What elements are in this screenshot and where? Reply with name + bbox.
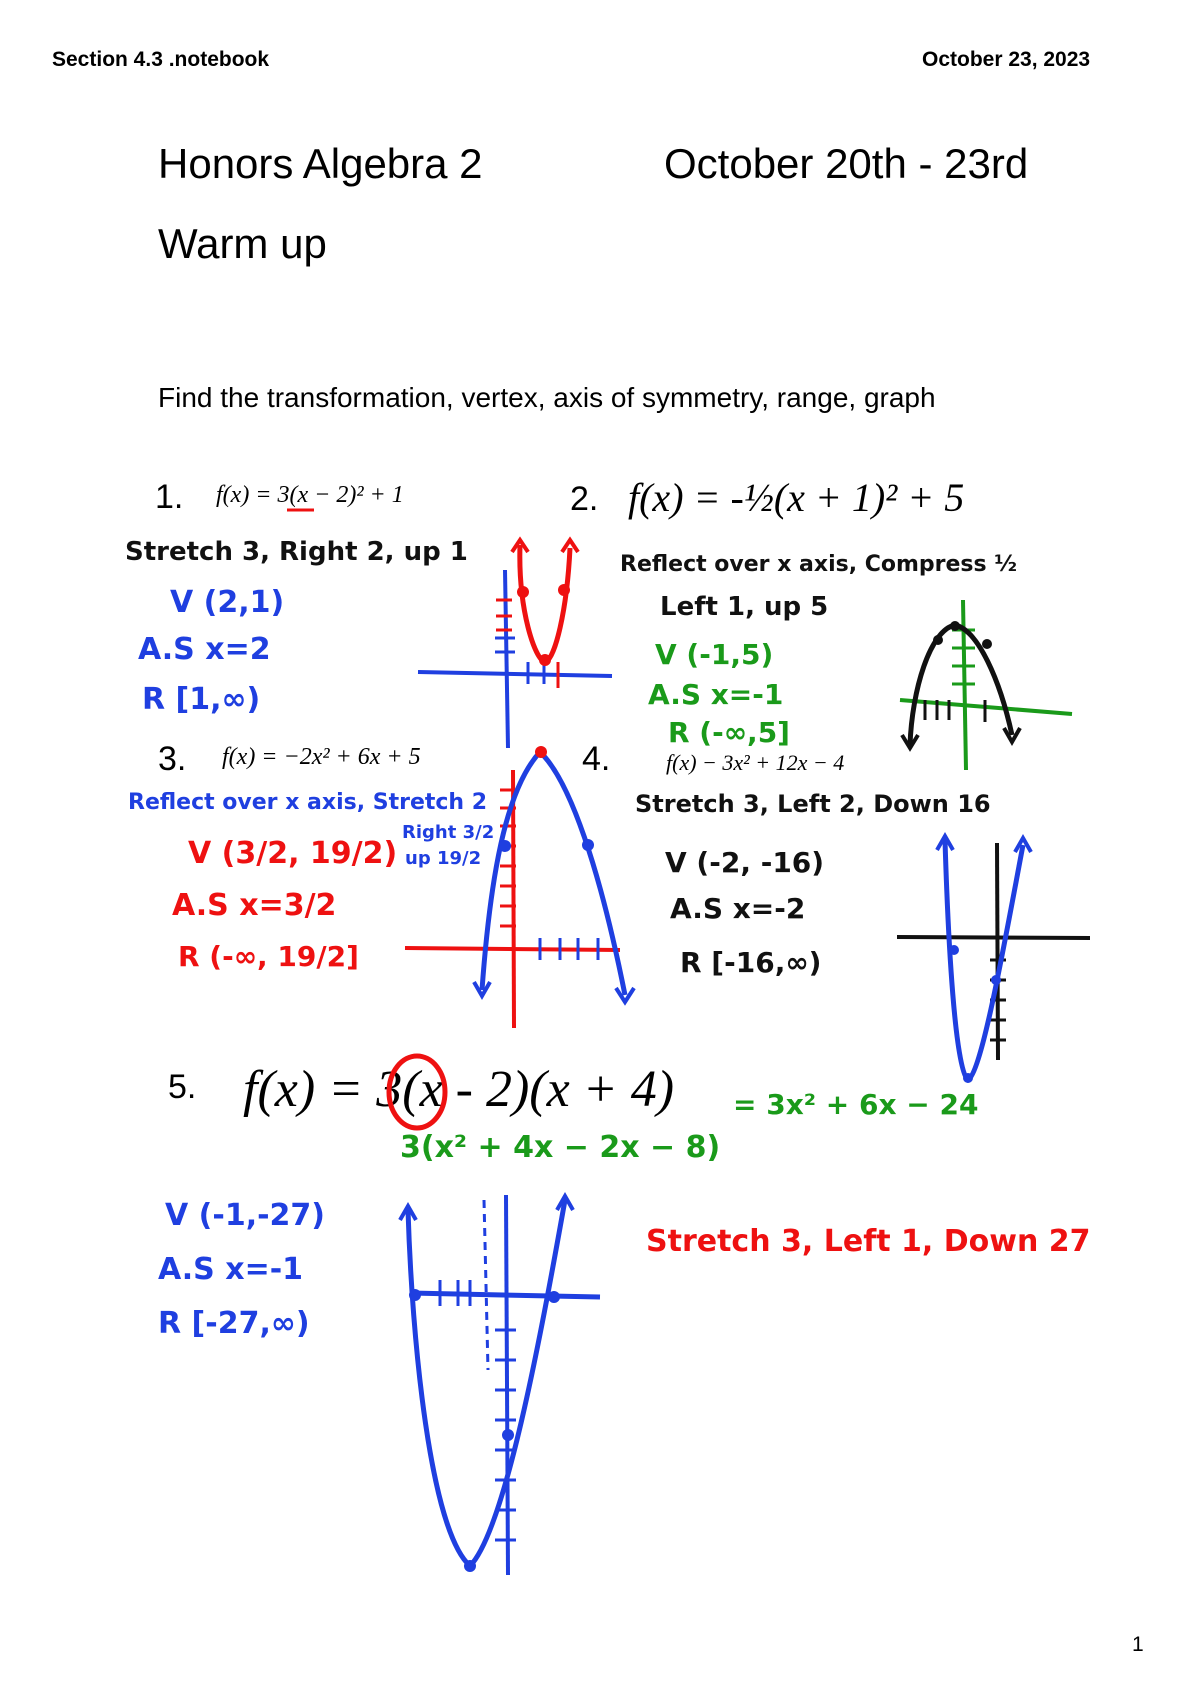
problem-3-graph bbox=[405, 746, 634, 1028]
problem-1-equation: f(x) = 3(x − 2)² + 1 bbox=[216, 482, 404, 508]
page-number: 1 bbox=[1132, 1633, 1144, 1656]
notebook-title: Section 4.3 .notebook bbox=[52, 48, 270, 71]
problem-5-number: 5. bbox=[168, 1068, 197, 1106]
problem-2-transformation-2: Left 1, up 5 bbox=[660, 592, 829, 622]
problem-3-vertex: V (3/2, 19/2) bbox=[188, 836, 398, 871]
problem-3-equation: f(x) = −2x² + 6x + 5 bbox=[222, 744, 421, 770]
problem-4-graph bbox=[897, 836, 1090, 1083]
problem-3-number: 3. bbox=[158, 740, 187, 778]
problem-2-transformation: Reflect over x axis, Compress ½ bbox=[620, 552, 1018, 577]
problem-5-equation: f(x) = 3(x - 2)(x + 4) bbox=[243, 1061, 675, 1118]
problem-3-range: R (-∞, 19/2] bbox=[178, 940, 359, 973]
problem-5-transformation: Stretch 3, Left 1, Down 27 bbox=[646, 1224, 1091, 1259]
problem-1-vertex: V (2,1) bbox=[170, 585, 285, 620]
problem-4-range: R [-16,∞) bbox=[680, 946, 822, 979]
problem-3-transformation: Reflect over x axis, Stretch 2 bbox=[128, 790, 488, 815]
problem-1-number: 1. bbox=[155, 478, 184, 516]
problem-1-transformation: Stretch 3, Right 2, up 1 bbox=[125, 537, 468, 567]
course-title: Honors Algebra 2 bbox=[158, 140, 483, 187]
problem-4-axis: A.S x=-2 bbox=[670, 892, 806, 925]
problem-5-graph bbox=[400, 1195, 600, 1575]
problem-5-axis: A.S x=-1 bbox=[158, 1252, 304, 1287]
problem-5-step: 3(x² + 4x − 2x − 8) bbox=[400, 1130, 721, 1165]
header-date: October 23, 2023 bbox=[922, 48, 1091, 71]
problem-2-number: 2. bbox=[570, 480, 599, 518]
problem-4-number: 4. bbox=[582, 740, 611, 778]
warm-up-heading: Warm up bbox=[158, 220, 327, 267]
problem-2-axis: A.S x=-1 bbox=[648, 678, 784, 711]
problem-3-axis: A.S x=3/2 bbox=[172, 888, 337, 923]
problem-5-range: R [-27,∞) bbox=[158, 1306, 310, 1341]
problem-3-transformation-3: up 19/2 bbox=[405, 848, 482, 869]
problem-2-vertex: V (-1,5) bbox=[655, 638, 774, 671]
instructions: Find the transformation, vertex, axis of symmetry, range, graph bbox=[158, 382, 936, 413]
problem-1-axis: A.S x=2 bbox=[138, 632, 271, 667]
problem-2-equation: f(x) = -½(x + 1)² + 5 bbox=[628, 475, 965, 520]
problem-2-graph bbox=[900, 600, 1072, 770]
lesson-dates: October 20th - 23rd bbox=[664, 140, 1029, 187]
problem-4-transformation: Stretch 3, Left 2, Down 16 bbox=[635, 790, 991, 818]
problem-4-equation: f(x) − 3x² + 12x − 4 bbox=[666, 750, 845, 775]
problem-3-transformation-2: Right 3/2 bbox=[402, 822, 495, 843]
problem-5-expanded: = 3x² + 6x − 24 bbox=[733, 1088, 979, 1121]
problem-5-vertex: V (-1,-27) bbox=[165, 1198, 326, 1233]
problem-2-range: R (-∞,5] bbox=[668, 716, 790, 749]
problem-4-vertex: V (-2, -16) bbox=[665, 846, 825, 879]
problem-1-range: R [1,∞) bbox=[142, 682, 261, 717]
problem-1-graph bbox=[418, 540, 612, 748]
